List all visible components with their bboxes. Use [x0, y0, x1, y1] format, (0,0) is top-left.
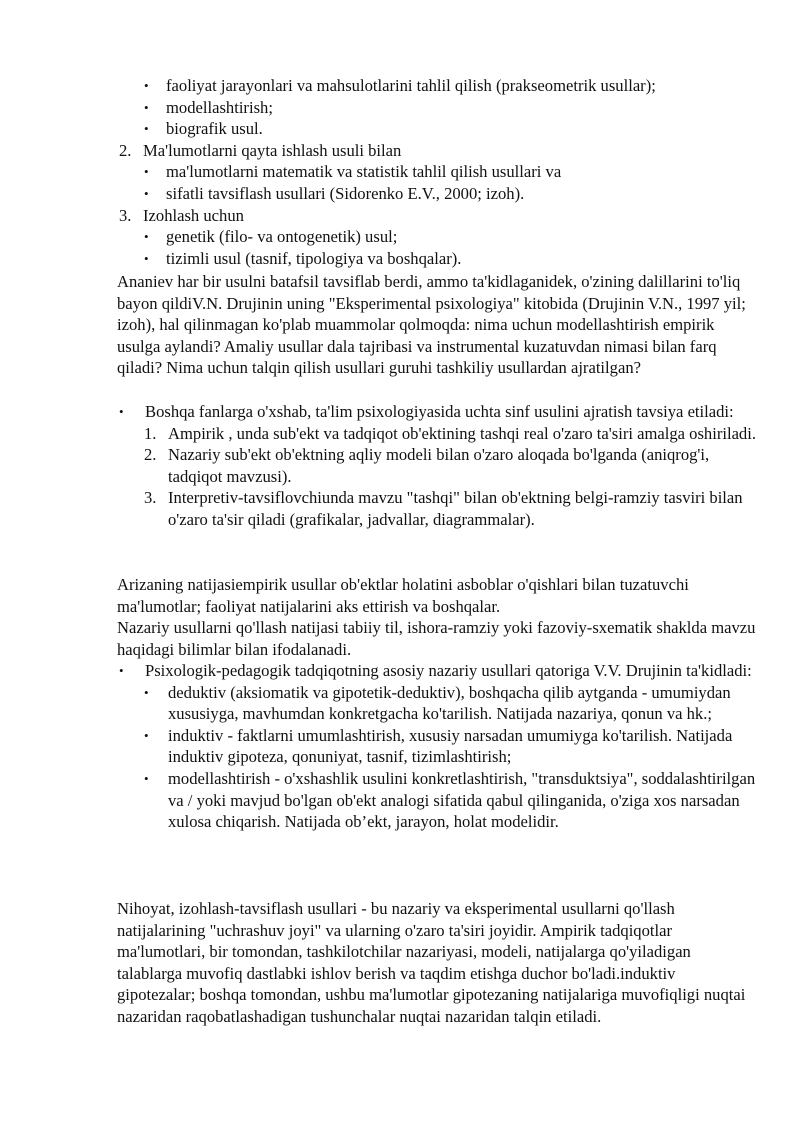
paragraph-text: Nazariy usullarni qo'llash natijasi tabiiy til, ishora-ramziy yoki fazoviy-sxematik shaklda mavzu haqidagi bilimlar bilan ifodalanadi. — [117, 618, 756, 659]
item-number: 2. — [144, 445, 157, 465]
bullet-icon: • — [119, 663, 124, 678]
three-class-methods-section — [117, 401, 757, 531]
list-item-text: induktiv - faktlarni umumlashtirish, xususiy narsadan umumiyga ko'tarilish. Natijada induktiv gipoteza, qonuniyat, tasnif, tizimlashtirish; — [168, 725, 733, 767]
bullet-icon: • — [144, 684, 149, 700]
list-item — [144, 75, 757, 97]
paragraph-theoretical-result — [117, 617, 757, 660]
list-item — [144, 682, 757, 725]
numbered-item — [144, 444, 757, 487]
methods-list — [117, 75, 757, 269]
list-item-text: faoliyat jarayonlari va mahsulotlarini tahlil qilish (prakseometrik usullar); — [166, 76, 656, 95]
bullet-icon: • — [119, 404, 124, 419]
bullet-icon: • — [144, 727, 149, 743]
bullet-icon: • — [144, 121, 149, 137]
list-item-text: biografik usul. — [166, 119, 263, 139]
list-item — [119, 660, 757, 682]
theoretical-methods-section — [117, 660, 757, 833]
numbered-item — [144, 487, 757, 530]
list-item — [144, 226, 757, 248]
list-item — [144, 183, 757, 205]
list-item-text: Boshqa fanlarga o'xshab, ta'lim psixologiyasida uchta sinf usulini ajratish tavsiya etiladi: — [145, 402, 734, 421]
numbered-item — [119, 140, 757, 162]
bullet-icon: • — [144, 229, 149, 245]
list-item-text: ma'lumotlarni matematik va statistik tahlil qilish usullari va — [166, 162, 562, 182]
item-number: 2. — [119, 140, 132, 160]
bullet-icon: • — [144, 99, 149, 115]
numbered-item — [144, 423, 757, 445]
bullet-icon: • — [144, 250, 149, 266]
list-item — [144, 768, 757, 833]
bullet-icon: • — [144, 185, 149, 201]
list-item — [144, 725, 757, 768]
numbered-item-text: Ma'lumotlarni qayta ishlash usuli bilan — [143, 140, 402, 160]
paragraph-text: Nihoyat, izohlash-tavsiflash usullari - bu nazariy va eksperimental usullarni qo'llash natijalarining "uchrashuv joyi" va ularning o'zaro ta'siri joyidir. Ampirik tadqiqotlar ma'lumotlari, bir tomondan, tashkilotchilar nazariyasi, modeli, natijalarga qo'yiladigan talablarga muvofiq dastlabki ishlov berish va taqdim etishga duchor bo'ladi.induktiv gipotezalar; boshqa tomondan, ushbu ma'lumotlar gipotezaning natijalariga muvofiqligi nuqtai nazaridan raqobatlashadigan tushunchalar nuqtai nazaridan talqin etiladi. — [117, 899, 746, 1026]
numbered-item-text: Ampirik , unda sub'ekt va tadqiqot ob'ektining tashqi real o'zaro ta'siri amalga oshiriladi. — [168, 423, 756, 443]
paragraph-interpretive-methods — [117, 898, 757, 1028]
item-number: 1. — [144, 423, 157, 443]
bullet-icon: • — [144, 164, 149, 180]
list-item-text: tizimli usul (tasnif, tipologiya va boshqalar). — [166, 248, 462, 268]
list-item-text: Psixologik-pedagogik tadqiqotning asosiy nazariy usullari qatoriga V.V. Drujinin ta'kidladi: — [145, 661, 752, 680]
numbered-item-text: Izohlash uchun — [143, 205, 244, 225]
list-item-text: modellashtirish - o'xshashlik usulini konkretlashtirish, "transduktsiya", soddalashtirilgan va / yoki mavjud bo'lgan ob'ekt analogi sifatida qabul qilinganida, o'ziga xos narsadan xulosa chiqarish. Natijada ob’ekt, jarayon, holat modelidir. — [168, 768, 756, 832]
paragraph-text: Ananiev har bir usulni batafsil tavsiflab berdi, ammo ta'kidlaganidek, o'zining dalillarini to'liq bayon qildiV.N. Drujinin uning "Eksperimental psixologiya" kitobida (Drujinin V.N., 1997 yil; izoh), hal qilinmagan ko'plab muammolar qolmoqda: nima uchun modellashtirish empirik usulga aylandi? Amaliy usullar dala tajribasi va instrumental kuzatuvdan nimasi bilan farq qiladi? Nima uchun talqin qilish usullari guruhi tashkiliy usullardan ajratilgan? — [117, 272, 746, 378]
paragraph-empirical-result — [117, 574, 757, 617]
list-item — [144, 248, 757, 270]
list-item-text: deduktiv (aksiomatik va gipotetik-deduktiv), boshqacha qilib aytganda - umumiydan xususiyga, mavhumdan konkretgacha ko'tarilish. Natijada nazariya, qonun va hk.; — [168, 682, 731, 724]
bullet-icon: • — [144, 770, 149, 786]
numbered-item-text: Nazariy sub'ekt ob'ektning aqliy modeli bilan o'zaro aloqada bo'lganda (aniqrog'i, tadqiqot mavzusi). — [168, 445, 710, 486]
list-item — [119, 401, 757, 423]
numbered-item-text: Interpretiv-tavsiflovchiunda mavzu "tashqi" bilan ob'ektning belgi-ramziy tasviri bilan o'zaro ta'sir qiladi (grafikalar, jadvallar, diagrammalar). — [168, 488, 743, 529]
list-item-text: modellashtirish; — [166, 97, 273, 117]
item-number: 3. — [119, 205, 132, 225]
paragraph-text: Arizaning natijasiempirik usullar ob'ektlar holatini asboblar o'qishlari bilan tuzatuvchi ma'lumotlar; faoliyat natijalarini aks ettirish va boshqalar. — [117, 575, 689, 616]
bullet-icon: • — [144, 78, 149, 93]
list-item — [144, 118, 757, 140]
list-item-text: sifatli tavsiflash usullari (Sidorenko E.V., 2000; izoh). — [166, 183, 525, 203]
list-item — [144, 161, 757, 183]
list-item-text: genetik (filo- va ontogenetik) usul; — [166, 227, 398, 247]
list-item — [144, 97, 757, 119]
item-number: 3. — [144, 488, 157, 508]
numbered-item — [119, 205, 757, 227]
paragraph-ananiev — [117, 271, 757, 379]
